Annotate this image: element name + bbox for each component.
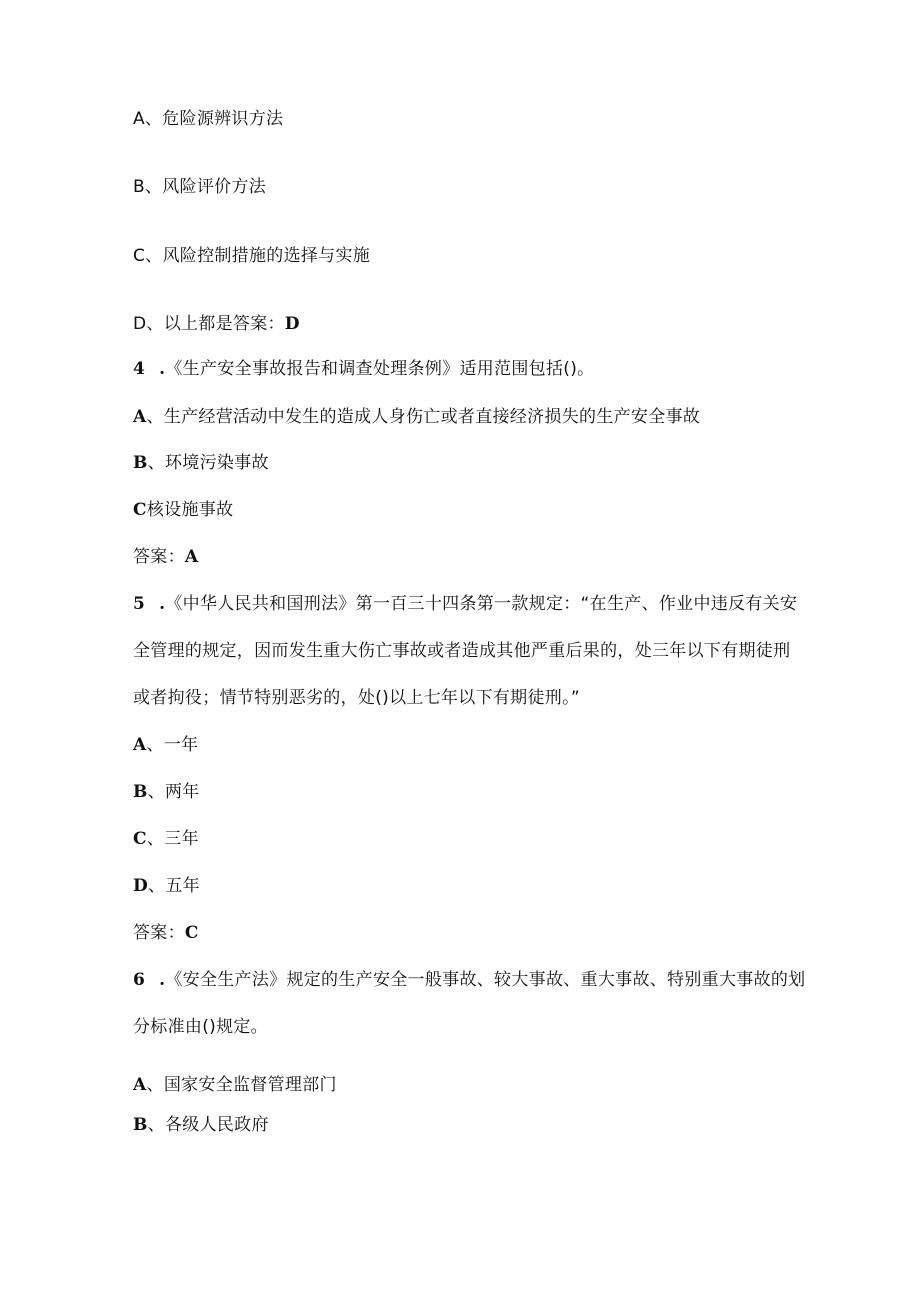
q4-answer-label: 答案： [133,547,185,567]
q6-option-b-sep: 、 [147,1115,165,1135]
q4-stem [133,358,594,380]
q4-option-a-text: 生产经营活动中发生的造成人身伤亡或者直接经济损失的生产安全事故 [163,407,701,427]
q4-option-a-sep: 、 [146,407,164,427]
q4-option-c-letter: C [133,500,147,520]
q6-option-a [133,1074,337,1096]
q5-option-a-letter: A [133,735,147,755]
q3-option-d-with-answer [133,313,300,335]
q4-option-c-text: 核设施事故 [146,500,234,520]
q5-option-c-letter: C [133,829,147,849]
q5-option-a-text: 一年 [163,735,199,755]
q5-dot: . [159,594,166,614]
q5-option-a [133,734,198,756]
q5-option-c [133,828,199,850]
q5-text-line-2: 全管理的规定，因而发生重大伤亡事故或者造成其他严重后果的，处三年以下有期徒刑 [133,641,791,661]
q3-option-c [133,245,370,267]
q3-option-d-text: D、以上都是答案： [133,314,285,334]
q5-option-c-text: 三年 [164,829,199,849]
q4-answer-letter: A [184,547,199,567]
q6-option-b-text: 各级人民政府 [164,1115,269,1135]
q5-stem-line-2 [133,640,790,662]
q3-option-a [133,108,283,130]
q5-text-line-1: 《中华人民共和国刑法》第一百三十四条第一款规定：“在生产、作业中违反有关安 [165,594,798,614]
q5-answer-letter: C [184,923,199,943]
q5-option-b [133,781,200,803]
q5-option-d [133,875,200,897]
q6-number: 6 [133,970,146,990]
q5-option-d-letter: D [133,876,149,896]
q4-answer [133,546,198,568]
q6-stem-line-2 [133,1016,268,1038]
q4-text: 《生产安全事故报告和调查处理条例》适用范围包括()。 [165,359,595,379]
q4-option-c [133,499,233,521]
q5-number: 5 [133,594,146,614]
q6-option-a-sep: 、 [146,1075,164,1095]
q3-option-b [133,176,266,198]
q4-number: 4 [133,359,146,379]
q3-option-a-text: A、危险源辨识方法 [133,109,284,129]
q3-option-b-text: B、风险评价方法 [133,177,267,197]
q5-answer [133,922,199,944]
q4-option-a [133,406,700,428]
q6-option-b [133,1114,269,1136]
q6-option-a-letter: A [133,1075,147,1095]
q4-option-b-letter: B [133,453,148,473]
q6-dot: . [159,970,166,990]
q6-text-line-2: 分标准由()规定。 [133,1017,268,1037]
q6-option-b-letter: B [133,1115,148,1135]
q4-option-a-letter: A [133,407,147,427]
q5-option-b-sep: 、 [147,782,165,802]
q5-option-a-sep: 、 [146,735,164,755]
q5-option-b-text: 两年 [164,782,200,802]
q4-option-b-sep: 、 [147,453,165,473]
q6-option-a-text: 国家安全监督管理部门 [163,1075,337,1095]
q5-option-c-sep: 、 [146,829,165,849]
q5-stem-line-1 [133,593,797,615]
q5-stem-line-3 [133,687,580,709]
q5-answer-label: 答案： [133,923,185,943]
q4-option-b [133,452,269,474]
q6-text-line-1: 《安全生产法》规定的生产安全一般事故、较大事故、重大事故、特别重大事故的划 [165,970,806,990]
q6-stem-line-1 [133,969,805,991]
q5-option-b-letter: B [133,782,148,802]
q5-option-d-sep: 、 [148,876,166,896]
q4-option-b-text: 环境污染事故 [164,453,269,473]
q5-text-line-3: 或者拘役；情节特别恶劣的，处()以上七年以下有期徒刑。” [133,688,580,708]
q4-dot: . [159,359,166,379]
q3-answer-letter: D [284,314,300,334]
q3-option-c-text: C、风险控制措施的选择与实施 [133,246,371,266]
q5-option-d-text: 五年 [165,876,200,896]
